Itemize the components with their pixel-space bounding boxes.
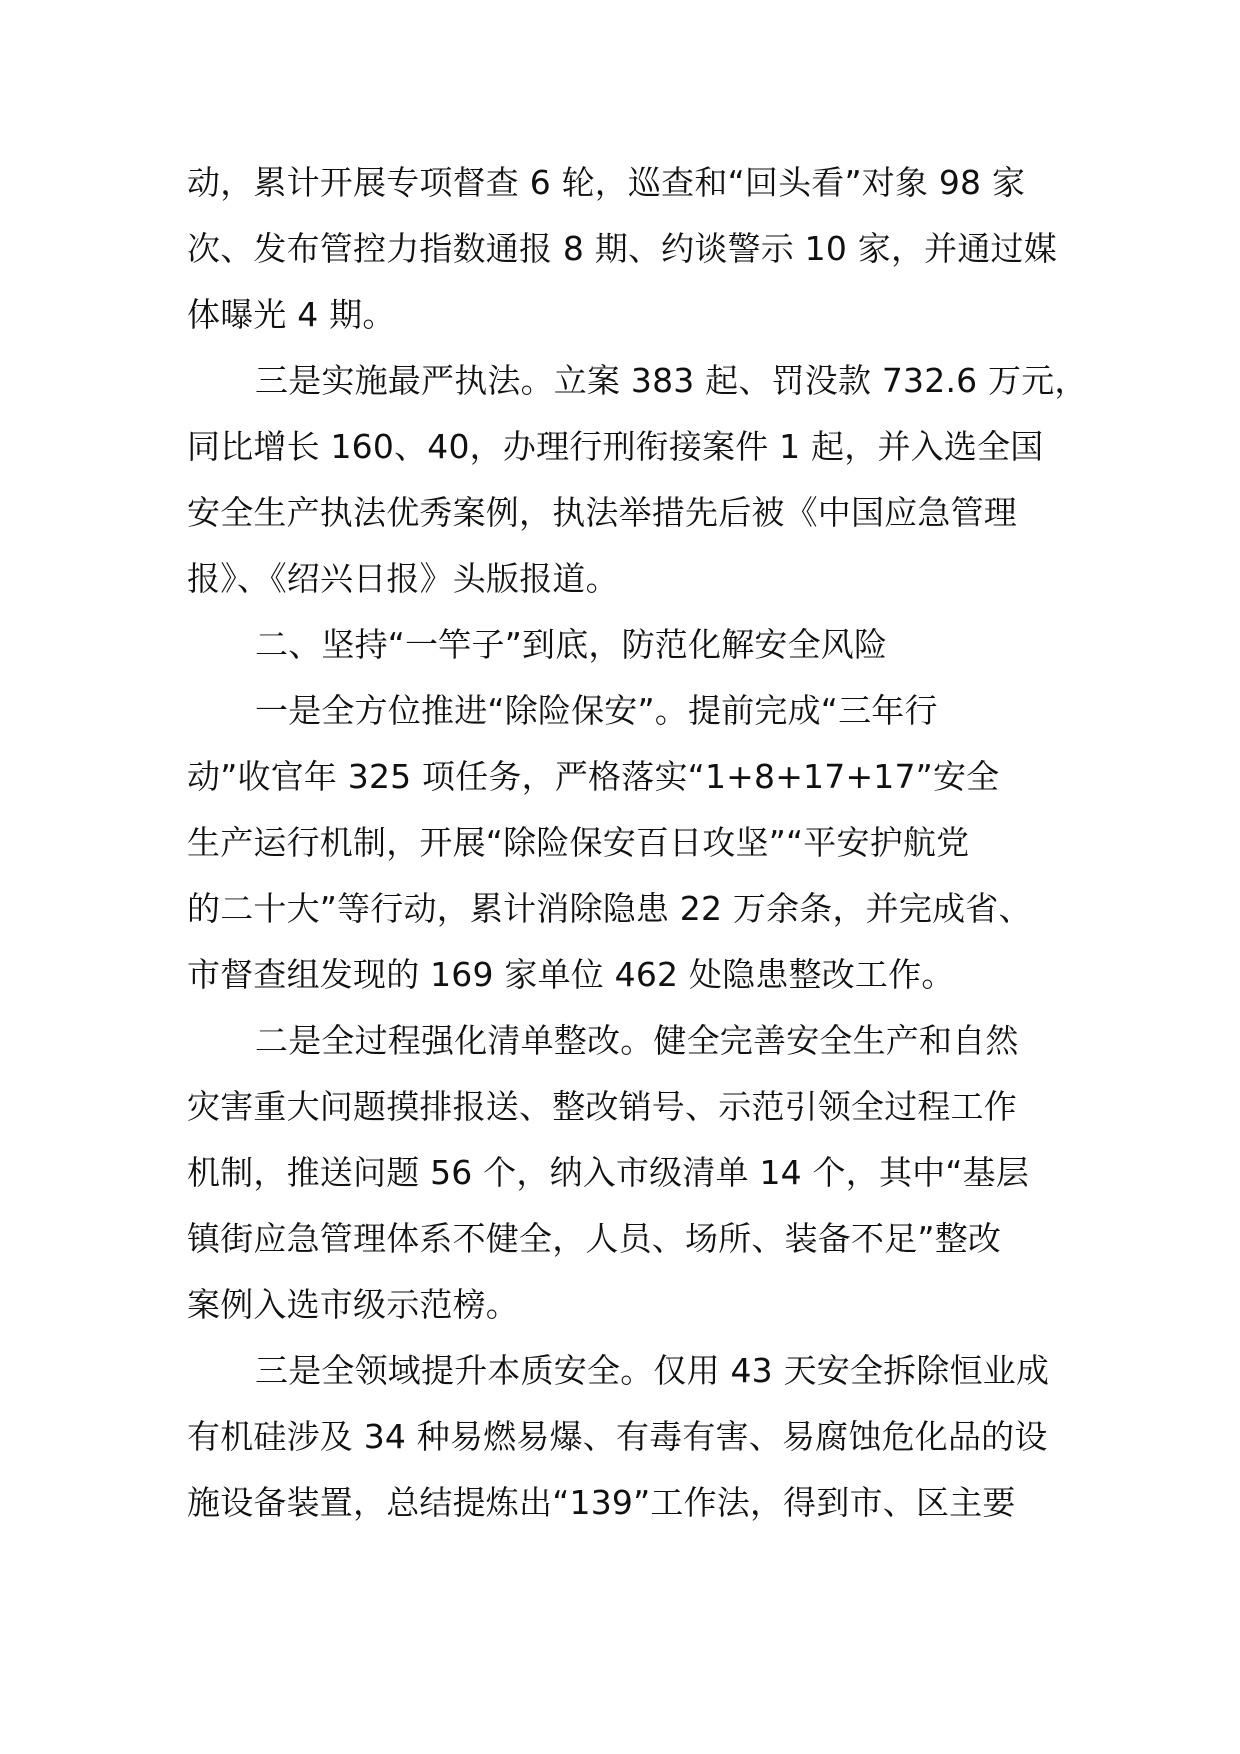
text-line: 的二十大”等行动，累计消除隐患 22 万余条，并完成省、 bbox=[187, 889, 1032, 928]
text-line: 有机硅涉及 34 种易燃易爆、有毒有害、易腐蚀危化品的设 bbox=[187, 1417, 1048, 1456]
text-line: 机制，推送问题 56 个，纳入市级清单 14 个，其中“基层 bbox=[187, 1153, 1030, 1192]
text-line: 体曝光 4 期。 bbox=[187, 295, 396, 334]
paragraph-first-line: 一是全方位推进“除险保安”。提前完成“三年行 bbox=[255, 691, 938, 730]
section-heading: 二、坚持“一竿子”到底，防范化解安全风险 bbox=[255, 625, 888, 664]
paragraph-first-line: 三是实施最严执法。立案 383 起、罚没款 732.6 万元， bbox=[255, 361, 1088, 400]
text-line: 案例入选市级示范榜。 bbox=[187, 1285, 519, 1324]
text-line: 生产运行机制，开展“除险保安百日攻坚”“平安护航党 bbox=[187, 823, 970, 862]
text-line: 镇街应急管理体系不健全，人员、场所、装备不足”整改 bbox=[187, 1219, 1002, 1258]
text-line: 市督查组发现的 169 家单位 462 处隐患整改工作。 bbox=[187, 955, 955, 994]
text-line: 次、发布管控力指数通报 8 期、约谈警示 10 家，并通过媒 bbox=[187, 229, 1057, 268]
text-line: 动”收官年 325 项任务，严格落实“1+8+17+17”安全 bbox=[187, 757, 1000, 796]
paragraph-first-line: 三是全领域提升本质安全。仅用 43 天安全拆除恒业成 bbox=[255, 1351, 1050, 1390]
text-line: 安全生产执法优秀案例，执法举措先后被《中国应急管理 bbox=[187, 493, 1017, 532]
paragraph-first-line: 二是全过程强化清单整改。健全完善安全生产和自然 bbox=[255, 1021, 1019, 1060]
text-line: 动，累计开展专项督查 6 轮，巡查和“回头看”对象 98 家 bbox=[187, 163, 1026, 202]
text-line: 灾害重大问题摸排报送、整改销号、示范引领全过程工作 bbox=[187, 1087, 1017, 1126]
text-line: 同比增长 160、40，办理行刑衔接案件 1 起，并入选全国 bbox=[187, 427, 1044, 466]
text-line: 报》、《绍兴日报》头版报道。 bbox=[187, 559, 619, 598]
text-line: 施设备装置，总结提炼出“139”工作法，得到市、区主要 bbox=[187, 1483, 1016, 1522]
